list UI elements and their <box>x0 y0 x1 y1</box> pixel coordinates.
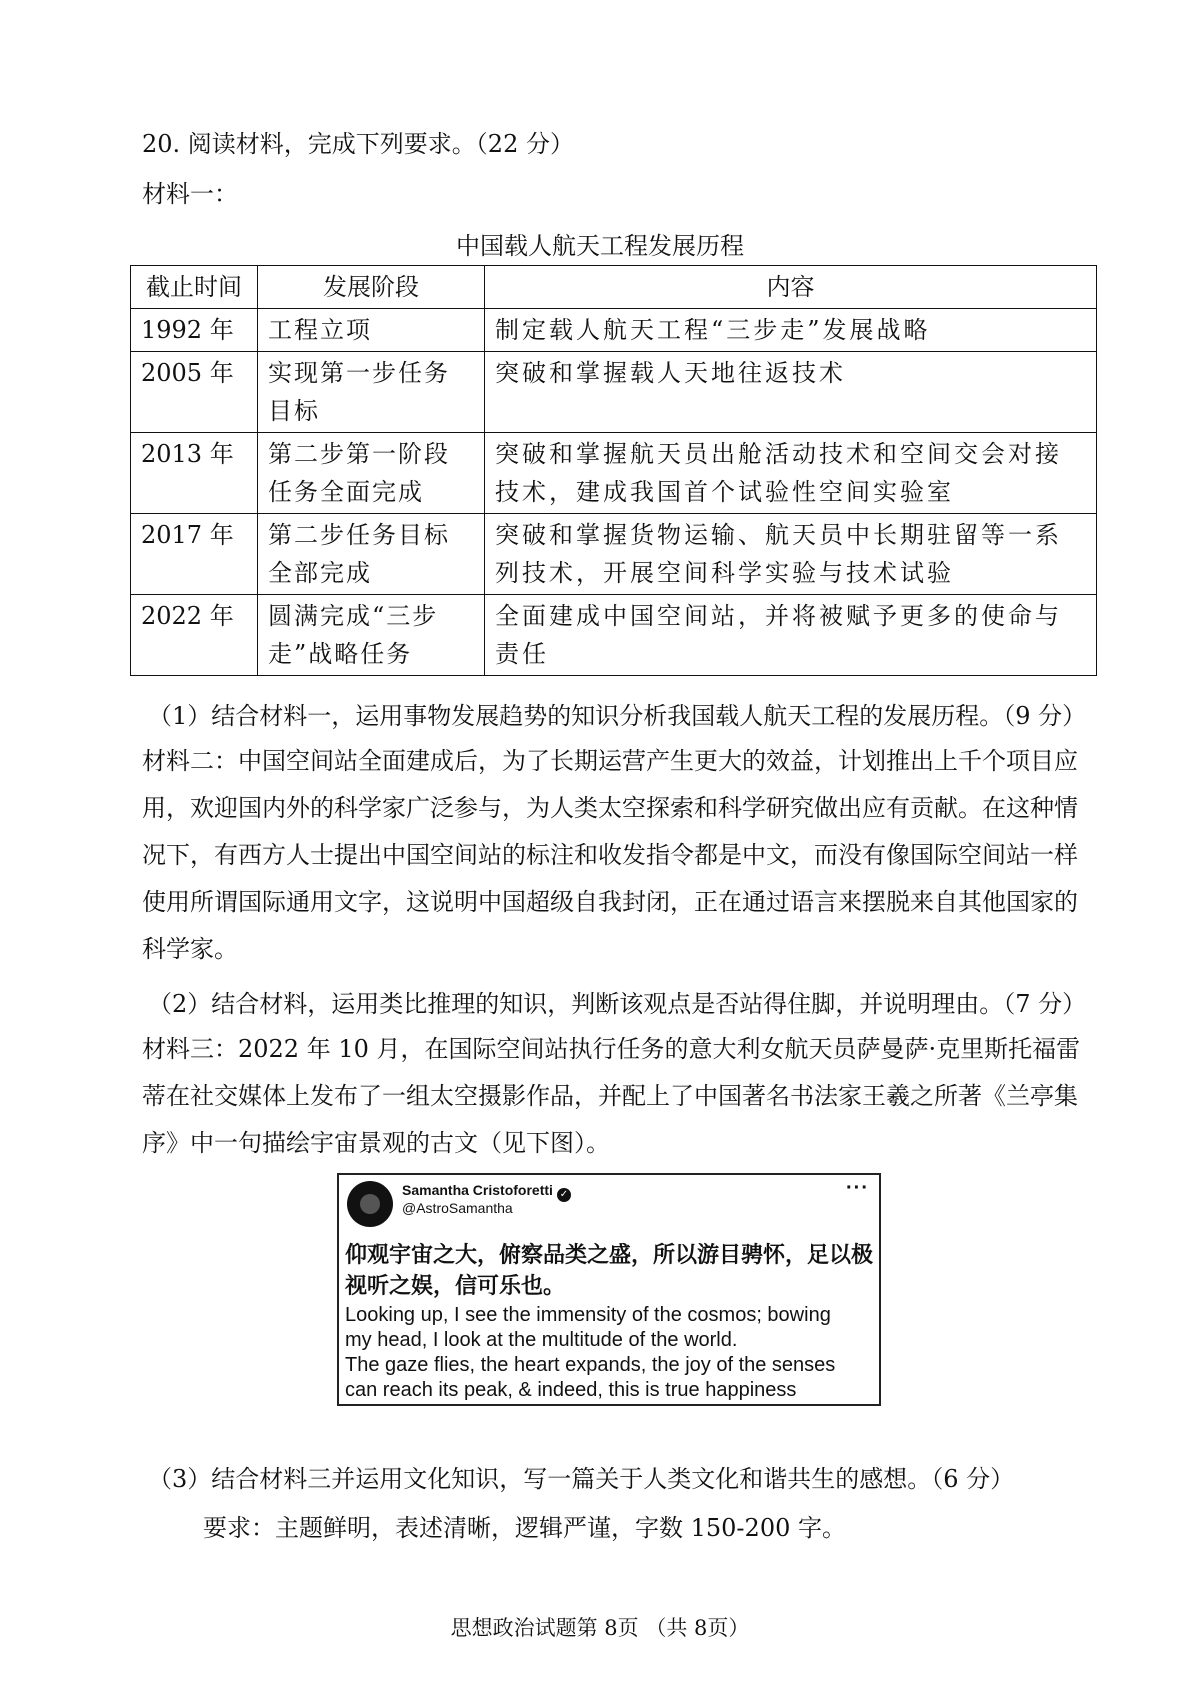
tweet-english-text <box>345 1303 875 1403</box>
material3-text: 材料三：2022 年 10 月，在国际空间站执行任务的意大利女航天员萨曼萨·克里斯托福雷蒂在社交媒体上发布了一组太空摄影作品，并配上了中国著名书法家王羲之所著《兰亭集序》中一句描绘宇宙景观的古文（见下图）。 <box>142 1035 1081 1157</box>
material1-label: 材料一： <box>142 180 238 208</box>
table-row <box>131 433 1097 514</box>
sub-question-1: （1）结合材料一，运用事物发展趋势的知识分析我国载人航天工程的发展历程。（9 分） <box>148 702 1087 730</box>
content-cell: 突破和掌握航天员出舱活动技术和空间交会对接技术，建成我国首个试验性空间实验室 <box>485 433 1097 514</box>
table-row <box>131 352 1097 433</box>
stage-cell: 实现第一步任务目标 <box>258 352 485 433</box>
question-heading: 20. 阅读材料，完成下列要求。（22 分） <box>142 130 574 158</box>
content-cell: 全面建成中国空间站，并将被赋予更多的使命与责任 <box>485 595 1097 676</box>
writing-requirement: 要求：主题鲜明，表述清晰，逻辑严谨，字数 150-200 字。 <box>203 1514 846 1542</box>
stage-cell: 第二步任务目标全部完成 <box>258 514 485 595</box>
timeline-table <box>130 265 1097 676</box>
sub-question-3: （3）结合材料三并运用文化知识，写一篇关于人类文化和谐共生的感想。（6 分） <box>148 1465 1015 1493</box>
tweet-card <box>337 1173 881 1406</box>
header-cell-stage: 发展阶段 <box>258 266 485 309</box>
tweet-english-line: Looking up, I see the immensity of the cosmos; bowing <box>345 1304 831 1326</box>
avatar <box>347 1181 393 1227</box>
header-cell-content: 内容 <box>485 266 1097 309</box>
material2-text: 材料二：中国空间站全面建成后，为了长期运营产生更大的效益，计划推出上千个项目应用，欢迎国内外的科学家广泛参与，为人类太空探索和科学研究做出应有贡献。在这种情况下，有西方人士提出中国空间站的标注和收发指令都是中文，而没有像国际空间站一样使用所谓国际通用文字，这说明中国超级自我封闭，正在通过语言来摆脱来自其他国家的科学家。 <box>142 747 1078 963</box>
tweet-english-line: can reach its peak, & indeed, this is true happiness <box>345 1379 797 1401</box>
more-options-icon: ··· <box>846 1177 869 1199</box>
tweet-english-line: my head, I look at the multitude of the world. <box>345 1329 738 1351</box>
year-cell: 2005 年 <box>131 352 258 433</box>
year-cell: 2013 年 <box>131 433 258 514</box>
tweet-english-line: The gaze flies, the heart expands, the joy of the senses <box>345 1354 836 1376</box>
header-cell-time: 截止时间 <box>131 266 258 309</box>
table-row <box>131 595 1097 676</box>
verified-badge-icon: ✓ <box>557 1188 571 1202</box>
page-footer: 思想政治试题第 8页 （共 8页） <box>450 1616 750 1640</box>
content-cell: 制定载人航天工程“三步走”发展战略 <box>485 309 1097 352</box>
year-cell: 1992 年 <box>131 309 258 352</box>
year-cell: 2017 年 <box>131 514 258 595</box>
sub-question-2: （2）结合材料，运用类比推理的知识，判断该观点是否站得住脚，并说明理由。（7 分） <box>148 990 1087 1018</box>
table-title: 中国载人航天工程发展历程 <box>456 232 744 260</box>
table-header-row <box>131 266 1097 309</box>
stage-cell: 圆满完成“三步走”战略任务 <box>258 595 485 676</box>
tweet-chinese-text: 仰观宇宙之大，俯察品类之盛，所以游目骋怀，足以极视听之娱，信可乐也。 <box>345 1242 874 1298</box>
tweet-author-handle: @AstroSamantha <box>402 1200 513 1216</box>
content-cell: 突破和掌握载人天地往返技术 <box>485 352 1097 433</box>
stage-cell: 工程立项 <box>258 309 485 352</box>
table-row <box>131 514 1097 595</box>
table-row <box>131 309 1097 352</box>
content-cell: 突破和掌握货物运输、航天员中长期驻留等一系列技术，开展空间科学实验与技术试验 <box>485 514 1097 595</box>
tweet-author-name: Samantha Cristoforetti ✓ <box>402 1181 571 1202</box>
stage-cell: 第二步第一阶段任务全面完成 <box>258 433 485 514</box>
year-cell: 2022 年 <box>131 595 258 676</box>
